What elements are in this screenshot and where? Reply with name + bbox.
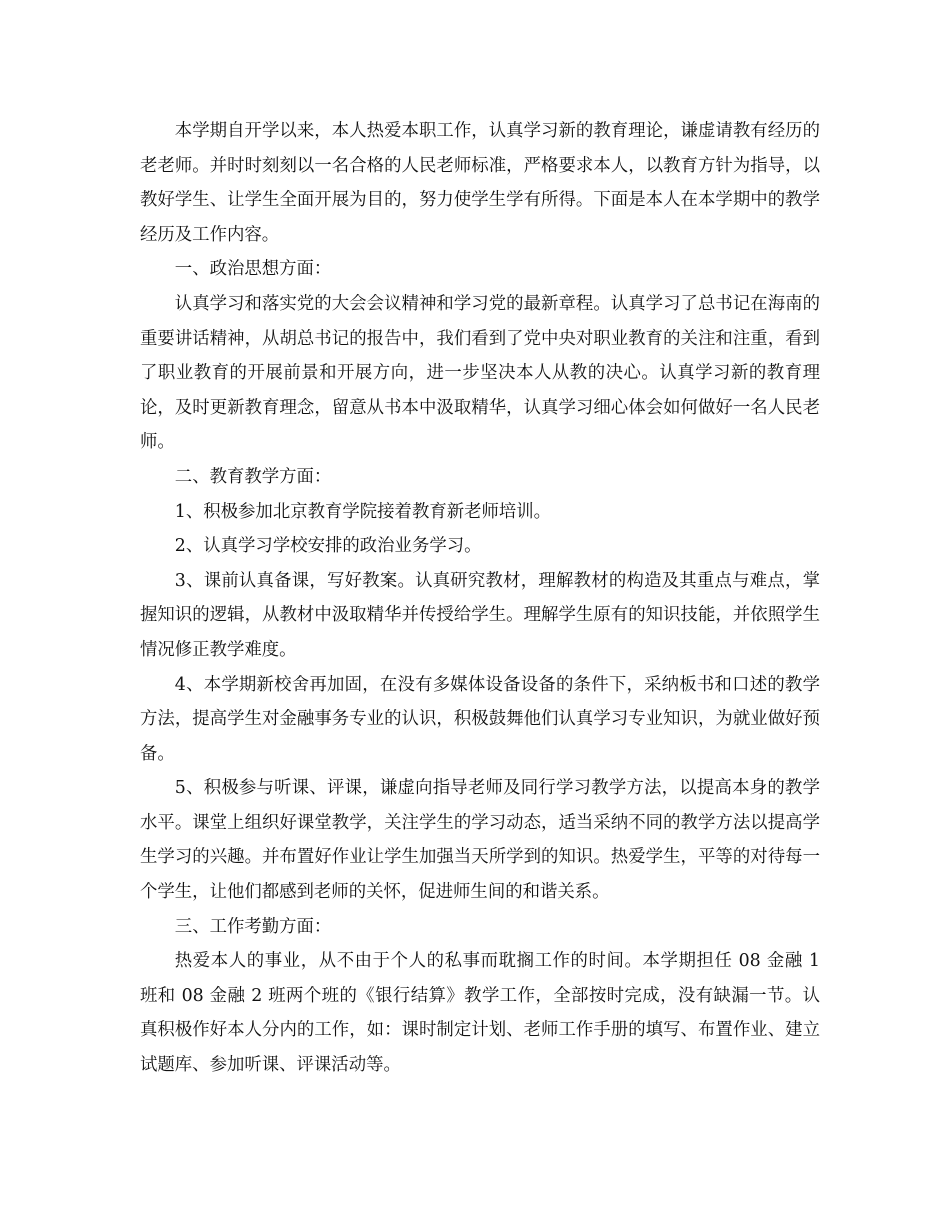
paragraph-attendance: 热爱本人的事业，从不由于个人的私事而耽搁工作的时间。本学期担任 08 金融 1 班和 08 金融 2 班两个班的《银行结算》教学工作，全部按时完成，没有缺漏一节。认真积极作好本人分内的工作，如：课时制定计划、老师工作手册的填写、布置作业、建立试题库、参加听课、评课活动等。 — [140, 951, 820, 1076]
paragraph-political-thought: 认真学习和落实党的大会会议精神和学习党的最新章程。认真学习了总书记在海南的重要讲话精神，从胡总书记的报告中，我们看到了党中央对职业教育的关注和注重，看到了职业教育的开展前景和开展方向，进一步坚决本人从教的决心。认真学习新的教育理论，及时更新教育理念，留意从书本中汲取精华，认真学习细心体会如何做好一名人民老师。 — [140, 293, 820, 453]
list-item-5: 5、积极参与听课、评课，谦虚向指导老师及同行学习教学方法，以提高本身的教学水平。课堂上组织好课堂教学，关注学生的学习动态，适当采纳不同的教学方法以提高学生学习的兴趣。并布置好作业让学生加强当天所学到的知识。热爱学生，平等的对待每一个学生，让他们都感到老师的关怀，促进师生间的和谐关系。 — [140, 778, 820, 903]
list-item-4: 4、本学期新校舍再加固，在没有多媒体设备设备的条件下，采纳板书和口述的教学方法，提高学生对金融事务专业的认识，积极鼓舞他们认真学习专业知识，为就业做好预备。 — [140, 674, 820, 764]
document-body — [140, 114, 820, 1083]
heading-political-thought: 一、政治思想方面： — [174, 259, 332, 280]
list-item-1: 1、积极参加北京教育学院接着教育新老师培训。 — [174, 501, 552, 522]
list-item-2: 2、认真学习学校安排的政治业务学习。 — [174, 536, 482, 557]
list-item-3: 3、课前认真备课，写好教案。认真研究教材，理解教材的构造及其重点与难点，掌握知识的逻辑，从教材中汲取精华并传授给学生。理解学生原有的知识技能，并依照学生情况修正教学难度。 — [140, 570, 820, 660]
heading-education-teaching: 二、教育教学方面： — [174, 466, 332, 487]
heading-attendance: 三、工作考勤方面： — [174, 916, 332, 937]
paragraph-intro: 本学期自开学以来，本人热爱本职工作，认真学习新的教育理论，谦虚请教有经历的老老师。并时时刻刻以一名合格的人民老师标准，严格要求本人，以教育方针为指导，以教好学生、让学生全面开展为目的，努力使学生学有所得。下面是本人在本学期中的教学经历及工作内容。 — [140, 121, 820, 245]
